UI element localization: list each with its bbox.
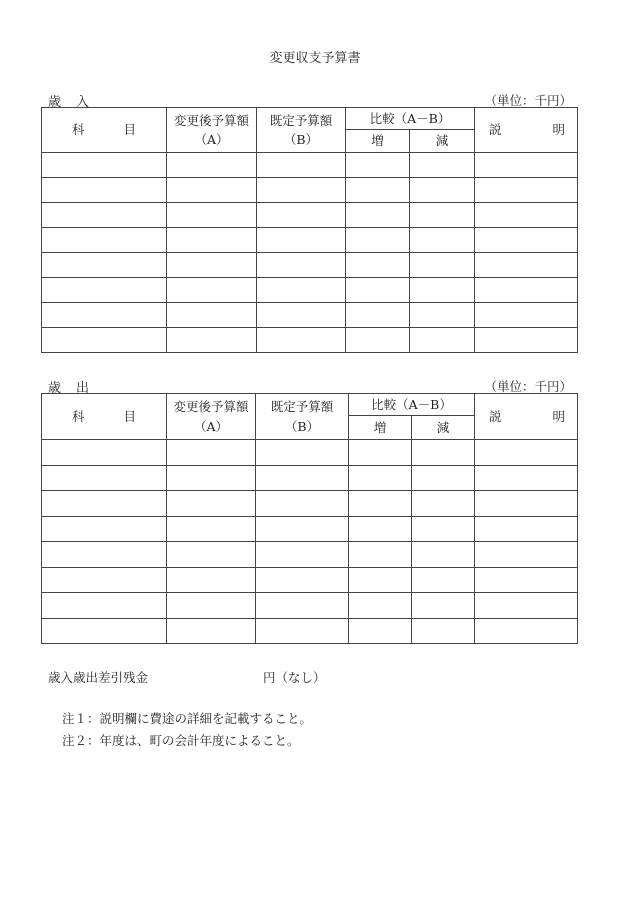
table-cell[interactable] [475, 253, 578, 278]
table-cell[interactable] [475, 491, 578, 517]
balance-value: 円（なし） [263, 670, 326, 685]
table-cell[interactable] [346, 303, 410, 328]
table-cell[interactable] [167, 516, 256, 542]
table-cell[interactable] [42, 567, 167, 593]
table-cell[interactable] [412, 593, 475, 619]
table-cell[interactable] [346, 203, 410, 228]
income-unit-label: （単位：千円） [484, 93, 572, 108]
table-cell[interactable] [42, 328, 167, 353]
table-cell[interactable] [475, 178, 578, 203]
header-comparison: 比較（A－B） [346, 108, 475, 130]
table-cell[interactable] [42, 440, 167, 466]
table-cell[interactable] [412, 440, 475, 466]
table-cell[interactable] [167, 253, 257, 278]
table-cell[interactable] [42, 465, 167, 491]
table-cell[interactable] [167, 303, 257, 328]
table-cell[interactable] [167, 203, 257, 228]
table-cell[interactable] [42, 153, 167, 178]
table-cell[interactable] [42, 278, 167, 303]
table-cell[interactable] [42, 253, 167, 278]
table-cell[interactable] [42, 303, 167, 328]
table-row [42, 465, 578, 491]
table-cell[interactable] [42, 618, 167, 644]
table-cell[interactable] [167, 228, 257, 253]
table-cell[interactable] [412, 567, 475, 593]
table-cell[interactable] [256, 567, 349, 593]
table-cell[interactable] [410, 153, 475, 178]
table-row [42, 491, 578, 517]
table-cell[interactable] [42, 203, 167, 228]
table-cell[interactable] [349, 567, 412, 593]
table-cell[interactable] [349, 465, 412, 491]
note-2: 注２：年度は、町の会計年度によること。 [62, 733, 300, 748]
table-row [42, 178, 578, 203]
table-cell[interactable] [167, 278, 257, 303]
table-row [42, 228, 578, 253]
table-row [42, 440, 578, 466]
table-cell[interactable] [42, 516, 167, 542]
table-cell[interactable] [475, 440, 578, 466]
table-cell[interactable] [349, 618, 412, 644]
table-cell[interactable] [256, 618, 349, 644]
table-cell[interactable] [257, 253, 346, 278]
table-cell[interactable] [346, 278, 410, 303]
table-cell[interactable] [256, 542, 349, 568]
table-cell[interactable] [412, 465, 475, 491]
table-cell[interactable] [256, 516, 349, 542]
table-cell[interactable] [410, 278, 475, 303]
table-cell[interactable] [167, 567, 256, 593]
table-cell[interactable] [475, 228, 578, 253]
table-cell[interactable] [256, 465, 349, 491]
expenditure-unit-label: （単位：千円） [484, 379, 572, 394]
table-cell[interactable] [346, 328, 410, 353]
table-cell[interactable] [475, 278, 578, 303]
note-1: 注１：説明欄に費途の詳細を記載すること。 [62, 711, 313, 726]
table-row [42, 593, 578, 619]
table-cell[interactable] [475, 618, 578, 644]
table-cell[interactable] [167, 491, 256, 517]
income-section-label: 歳 入 [48, 95, 91, 110]
header-explanation: 説 明 [475, 108, 578, 153]
table-cell[interactable] [346, 178, 410, 203]
table-row [42, 542, 578, 568]
table-cell[interactable] [410, 303, 475, 328]
table-cell[interactable] [257, 228, 346, 253]
document-title: 変更収支予算書 [269, 51, 361, 66]
table-cell[interactable] [412, 491, 475, 517]
header-explanation: 説 明 [475, 394, 578, 440]
table-cell[interactable] [346, 153, 410, 178]
header-existing-budget: 既定予算額 （B） [256, 394, 349, 440]
table-cell[interactable] [167, 465, 256, 491]
table-cell[interactable] [410, 178, 475, 203]
table-cell[interactable] [410, 203, 475, 228]
table-cell[interactable] [42, 542, 167, 568]
table-cell[interactable] [475, 593, 578, 619]
table-cell[interactable] [256, 440, 349, 466]
header-subject: 科 目 [42, 394, 167, 440]
table-cell[interactable] [412, 542, 475, 568]
table-cell[interactable] [349, 542, 412, 568]
expenditure-section-label: 歳 出 [48, 381, 91, 396]
table-row [42, 567, 578, 593]
header-comparison: 比較（A－B） [349, 394, 475, 416]
table-cell[interactable] [256, 593, 349, 619]
header-increase: 増 [346, 130, 410, 153]
table-cell[interactable] [475, 203, 578, 228]
table-cell[interactable] [167, 593, 256, 619]
table-cell[interactable] [475, 516, 578, 542]
table-row [42, 516, 578, 542]
table-row [42, 278, 578, 303]
header-subject: 科 目 [42, 108, 167, 153]
table-cell[interactable] [412, 516, 475, 542]
table-cell[interactable] [475, 567, 578, 593]
table-cell[interactable] [167, 440, 256, 466]
table-cell[interactable] [167, 178, 257, 203]
table-row [42, 303, 578, 328]
table-cell[interactable] [410, 328, 475, 353]
table-cell[interactable] [475, 328, 578, 353]
table-cell[interactable] [346, 228, 410, 253]
table-cell[interactable] [42, 178, 167, 203]
table-cell[interactable] [475, 153, 578, 178]
table-cell[interactable] [42, 593, 167, 619]
header-changed-budget: 変更後予算額 （A） [167, 108, 257, 153]
table-cell[interactable] [257, 303, 346, 328]
table-cell[interactable] [410, 228, 475, 253]
table-cell[interactable] [257, 278, 346, 303]
table-cell[interactable] [257, 203, 346, 228]
table-cell[interactable] [349, 491, 412, 517]
table-cell[interactable] [412, 618, 475, 644]
table-row [42, 328, 578, 353]
table-cell[interactable] [346, 253, 410, 278]
table-cell[interactable] [42, 228, 167, 253]
table-cell[interactable] [349, 516, 412, 542]
table-cell[interactable] [475, 542, 578, 568]
table-cell[interactable] [257, 328, 346, 353]
balance-label: 歳入歳出差引残金 [48, 670, 149, 685]
income-table [41, 107, 578, 353]
header-existing-budget: 既定予算額 （B） [257, 108, 346, 153]
table-cell[interactable] [42, 491, 167, 517]
table-cell[interactable] [410, 253, 475, 278]
table-cell[interactable] [167, 153, 257, 178]
table-row [42, 618, 578, 644]
header-increase: 増 [349, 416, 412, 440]
table-cell[interactable] [349, 593, 412, 619]
table-row [42, 203, 578, 228]
table-cell[interactable] [349, 440, 412, 466]
table-cell[interactable] [256, 491, 349, 517]
header-decrease: 減 [410, 130, 475, 153]
header-decrease: 減 [412, 416, 475, 440]
table-cell[interactable] [167, 542, 256, 568]
table-row [42, 153, 578, 178]
table-cell[interactable] [257, 178, 346, 203]
table-cell[interactable] [167, 618, 256, 644]
table-cell[interactable] [475, 465, 578, 491]
table-cell[interactable] [167, 328, 257, 353]
table-cell[interactable] [475, 303, 578, 328]
table-row [42, 253, 578, 278]
header-changed-budget: 変更後予算額 （A） [167, 394, 256, 440]
table-cell[interactable] [257, 153, 346, 178]
expenditure-table [41, 393, 578, 644]
